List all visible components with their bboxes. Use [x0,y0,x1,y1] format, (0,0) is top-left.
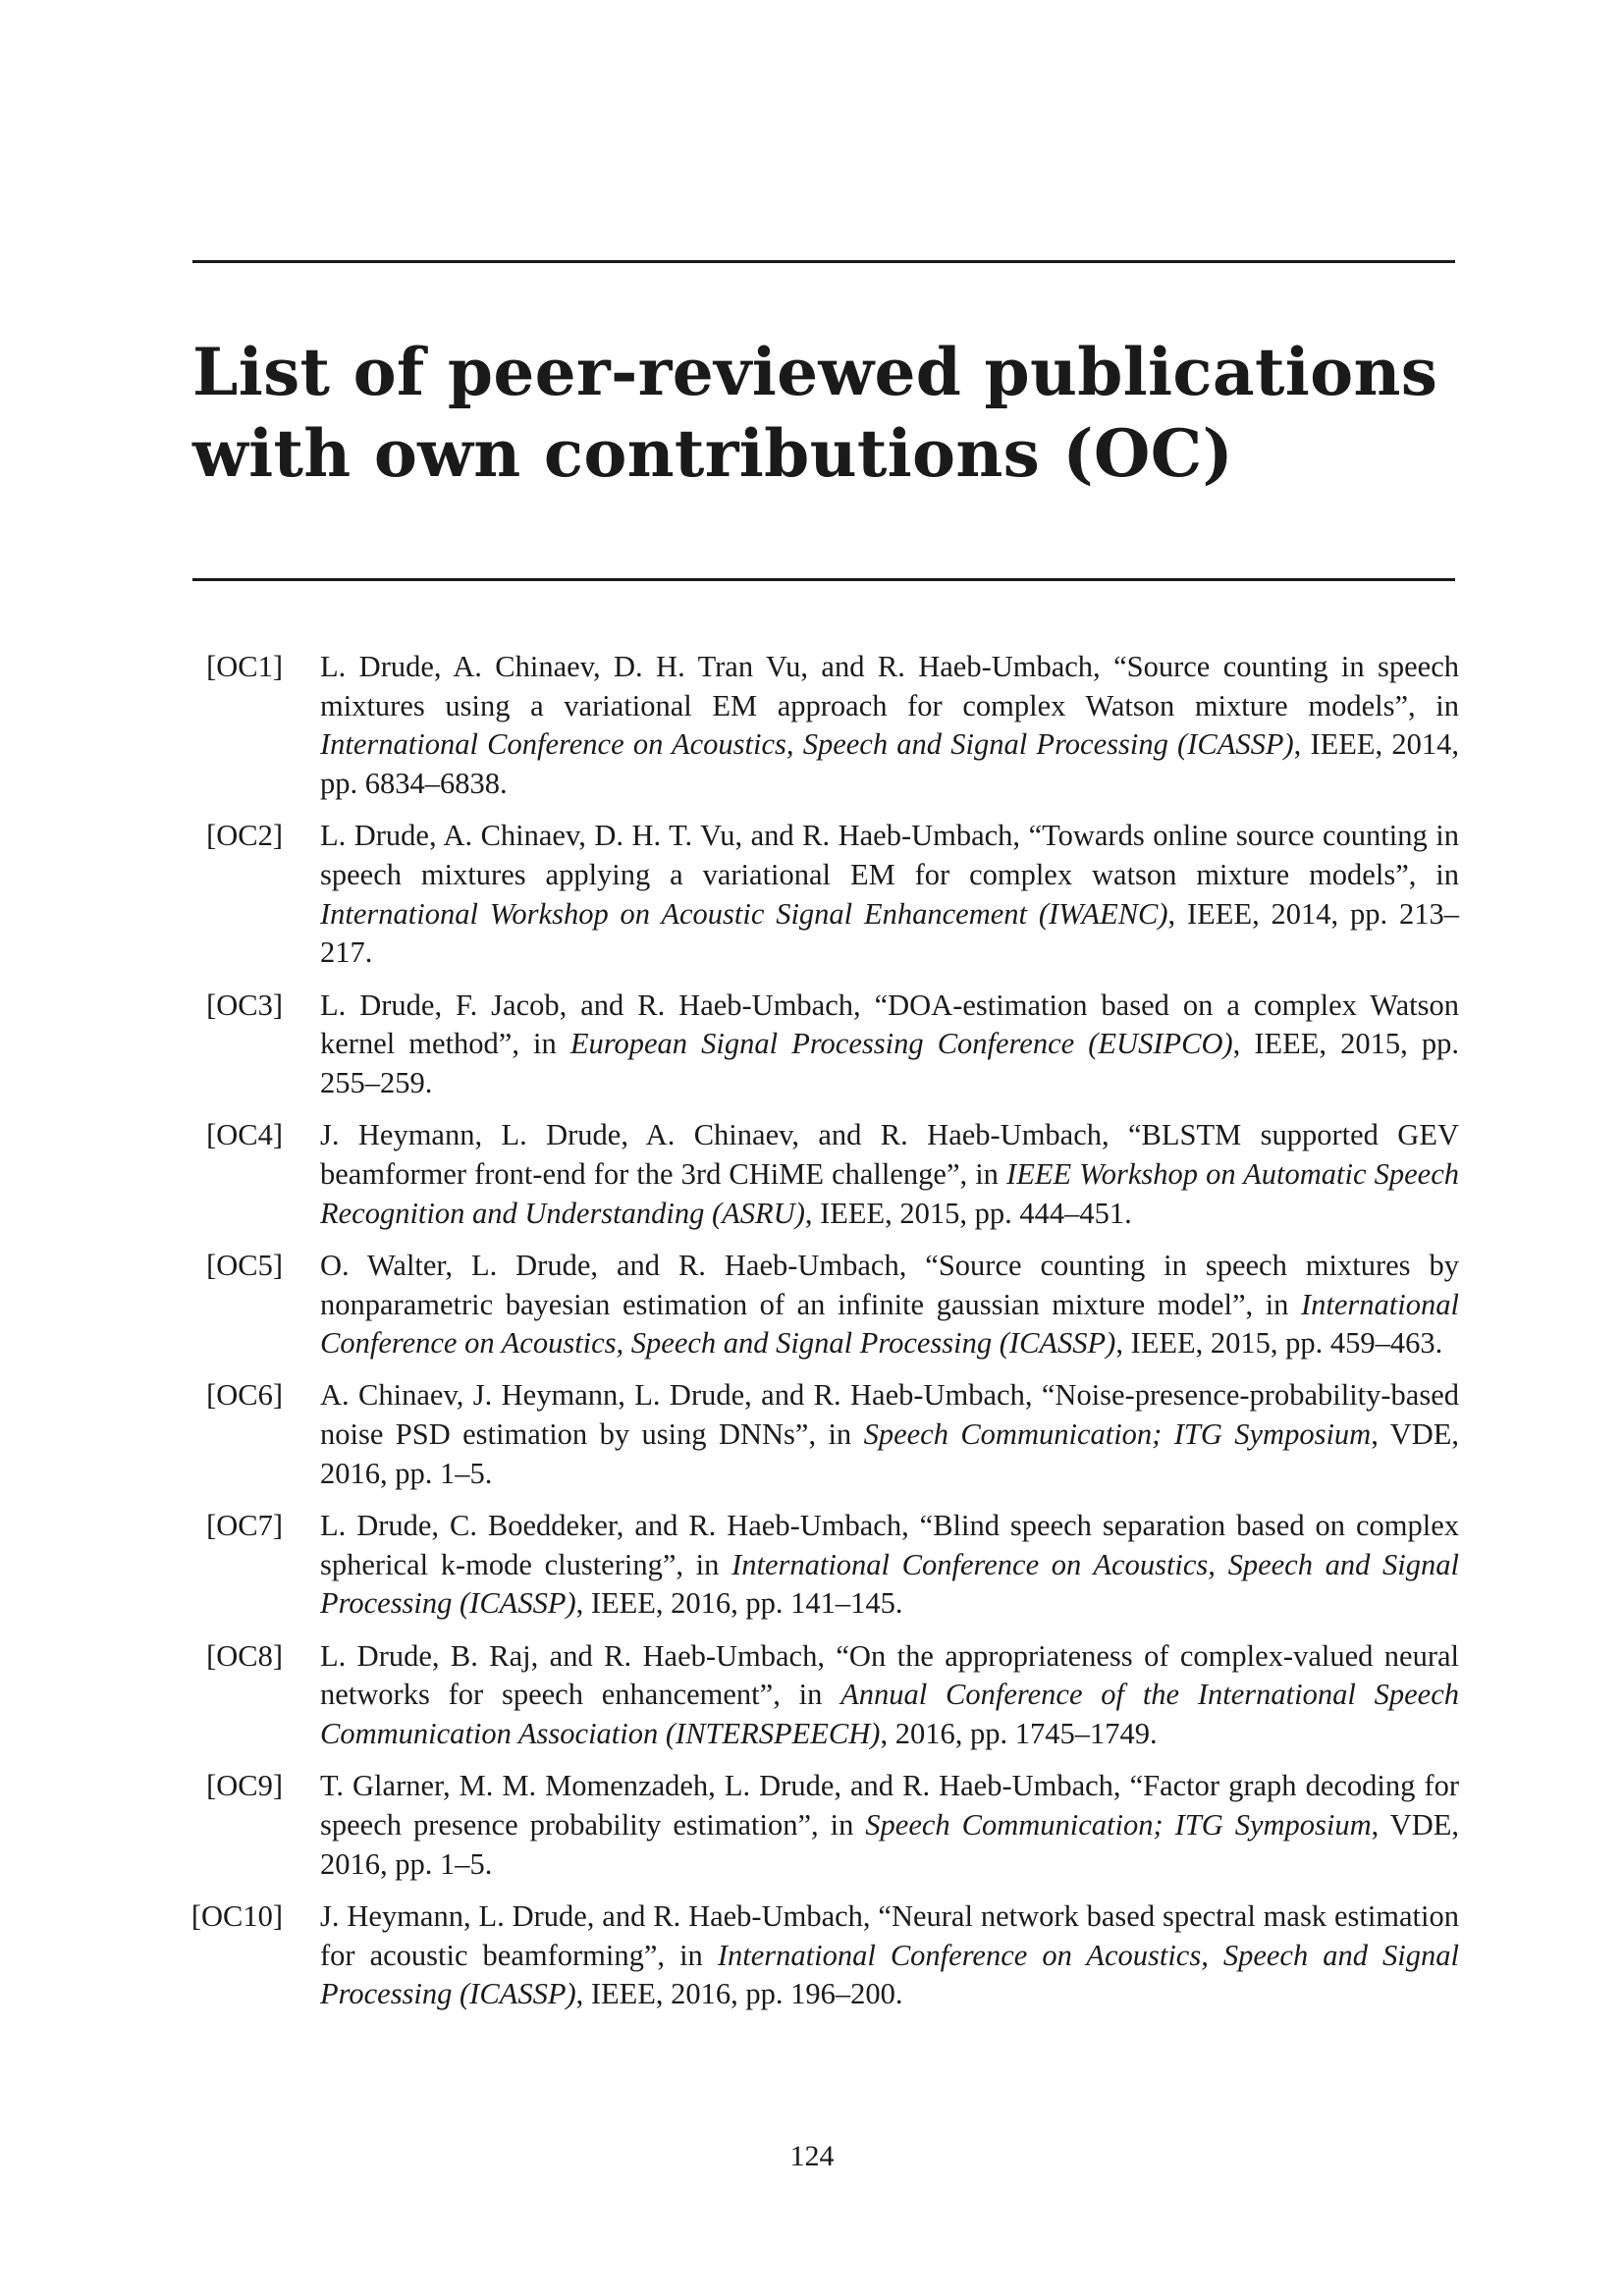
reference-item-oc10 [192,1897,1459,2014]
reference-venue: European Signal Processing Conference (EUSIPCO) [569,1027,1233,1061]
reference-venue: International Conference on Acoustics, Speech and Signal Processing (ICASSP) [320,727,1294,762]
reference-item-oc8 [192,1637,1459,1754]
reference-text [320,1247,1459,1363]
reference-title: “Noise-presence-probability-based noise PSD estimation by using DNNs” [320,1378,1459,1452]
reference-item-oc5 [192,1247,1459,1363]
reference-label: [OC5] [206,1248,283,1282]
reference-item-oc4 [192,1116,1459,1233]
reference-title: “Blind speech separation based on complex spherical k-mode clustering” [320,1509,1459,1581]
reference-in: , in [808,1417,864,1452]
reference-label: [OC1] [206,650,283,683]
reference-title: “DOA-estimation based on a complex Watson kernel method” [320,988,1460,1061]
reference-item-oc3 [192,987,1459,1103]
reference-authors: L. Drude, C. Boeddeker, and R. Haeb-Umbach, [320,1509,920,1543]
reference-details: , IEEE, 2015, pp. 444–451. [804,1196,1132,1230]
reference-text [320,817,1459,973]
reference-venue: Speech Communication; ITG Symposium [865,1807,1372,1842]
reference-details: , IEEE, 2016, pp. 141–145. [575,1586,903,1621]
reference-title: “Source counting in speech mixtures using a variational EM approach for complex Watson mixture models” [320,650,1460,722]
reference-text [320,1767,1459,1884]
reference-in: , in [657,1938,718,1972]
reference-in: , in [959,1156,1007,1191]
reference-authors: J. Heymann, L. Drude, A. Chinaev, and R. Haeb-Umbach, [320,1118,1129,1152]
reference-label: [OC6] [206,1378,283,1413]
reference-text [320,1116,1459,1233]
reference-in: , in [773,1678,841,1712]
reference-venue: International Conference on Acoustics, Speech and Signal Processing (ICASSP) [320,1547,1459,1621]
page-number: 124 [789,2140,835,2172]
reference-title: “BLSTM supported GEV beamformer front-end for the 3rd CHiME challenge” [320,1118,1459,1191]
chapter-title-line-2: with own contributions (OC) [192,415,1234,492]
reference-details: , VDE, 2016, pp. 1–5. [320,1417,1459,1490]
reference-text [320,1637,1459,1754]
reference-item-oc7 [192,1507,1459,1624]
reference-label: [OC8] [206,1638,283,1673]
reference-venue: Speech Communication; ITG Symposium [863,1417,1372,1452]
reference-details: , IEEE, 2014, pp. 213–217. [320,896,1459,970]
reference-in: , in [676,1547,732,1581]
reference-details: , 2016, pp. 1745–1749. [880,1717,1158,1751]
reference-label: [OC4] [206,1118,283,1152]
reference-details: , IEEE, 2015, pp. 255–259. [320,1027,1459,1100]
reference-title: “Neural network based spectral mask estimation for acoustic beamforming” [320,1898,1460,1972]
reference-details: , IEEE, 2014, pp. 6834–6838. [320,727,1459,801]
reference-text [320,1376,1459,1493]
reference-item-oc2 [192,817,1459,973]
reference-title: “On the appropriateness of complex-valued neural networks for speech enhancement” [320,1638,1459,1712]
reference-in: , in [1245,1287,1302,1321]
reference-list [192,648,1459,2028]
top-rule [192,260,1455,263]
reference-title: “Source counting in speech mixtures by nonparametric bayesian estimation of an infinite gaussian mixture model” [320,1248,1459,1321]
reference-item-oc6 [192,1376,1459,1493]
reference-authors: L. Drude, B. Raj, and R. Haeb-Umbach, [320,1638,837,1673]
reference-authors: A. Chinaev, J. Heymann, L. Drude, and R. Haeb-Umbach, [320,1378,1042,1413]
bottom-rule [192,578,1455,581]
reference-title: “Towards online source counting in speech mixtures applying a variational EM for complex watson mixture models” [320,819,1459,892]
reference-in: , in [1408,688,1459,722]
reference-in: , in [1408,858,1459,892]
reference-authors: O. Walter, L. Drude, and R. Haeb-Umbach, [320,1248,926,1282]
reference-authors: L. Drude, A. Chinaev, D. H. T. Vu, and R. Haeb-Umbach, [320,819,1029,853]
reference-venue: International Conference on Acoustics, Speech and Signal Processing (ICASSP) [320,1938,1459,2011]
chapter-title-line-1: List of peer-reviewed publications [192,334,1438,410]
reference-label: [OC3] [206,988,283,1022]
reference-label: [OC9] [206,1769,283,1803]
reference-label: [OC10] [190,1898,283,1933]
reference-label: [OC2] [206,819,283,853]
reference-in: , in [512,1027,570,1061]
reference-label: [OC7] [206,1509,283,1543]
reference-text [320,1507,1459,1624]
reference-authors: T. Glarner, M. M. Momenzadeh, L. Drude, and R. Haeb-Umbach, [320,1769,1130,1803]
reference-in: , in [811,1807,866,1842]
reference-authors: L. Drude, A. Chinaev, D. H. Tran Vu, and R. Haeb-Umbach, [320,650,1114,683]
reference-text [320,1897,1459,2014]
reference-authors: L. Drude, F. Jacob, and R. Haeb-Umbach, [320,988,875,1022]
reference-authors: J. Heymann, L. Drude, and R. Haeb-Umbach, [320,1898,879,1933]
reference-text [320,987,1459,1103]
reference-details: , VDE, 2016, pp. 1–5. [320,1807,1459,1881]
reference-title: “Factor graph decoding for speech presence probability estimation” [320,1769,1459,1842]
reference-text [320,648,1459,804]
reference-item-oc9 [192,1767,1459,1884]
chapter-title [192,332,1459,495]
reference-venue: International Workshop on Acoustic Signal Enhancement (IWAENC) [320,896,1168,931]
reference-venue: Annual Conference of the International Speech Communication Association (INTERSPEECH) [320,1678,1459,1751]
reference-details: , IEEE, 2015, pp. 459–463. [1115,1326,1443,1361]
reference-venue: International Conference on Acoustics, Speech and Signal Processing (ICASSP) [320,1287,1459,1361]
reference-venue: IEEE Workshop on Automatic Speech Recognition and Understanding (ASRU) [320,1156,1459,1230]
reference-details: , IEEE, 2016, pp. 196–200. [575,1977,903,2011]
reference-item-oc1 [192,648,1459,804]
